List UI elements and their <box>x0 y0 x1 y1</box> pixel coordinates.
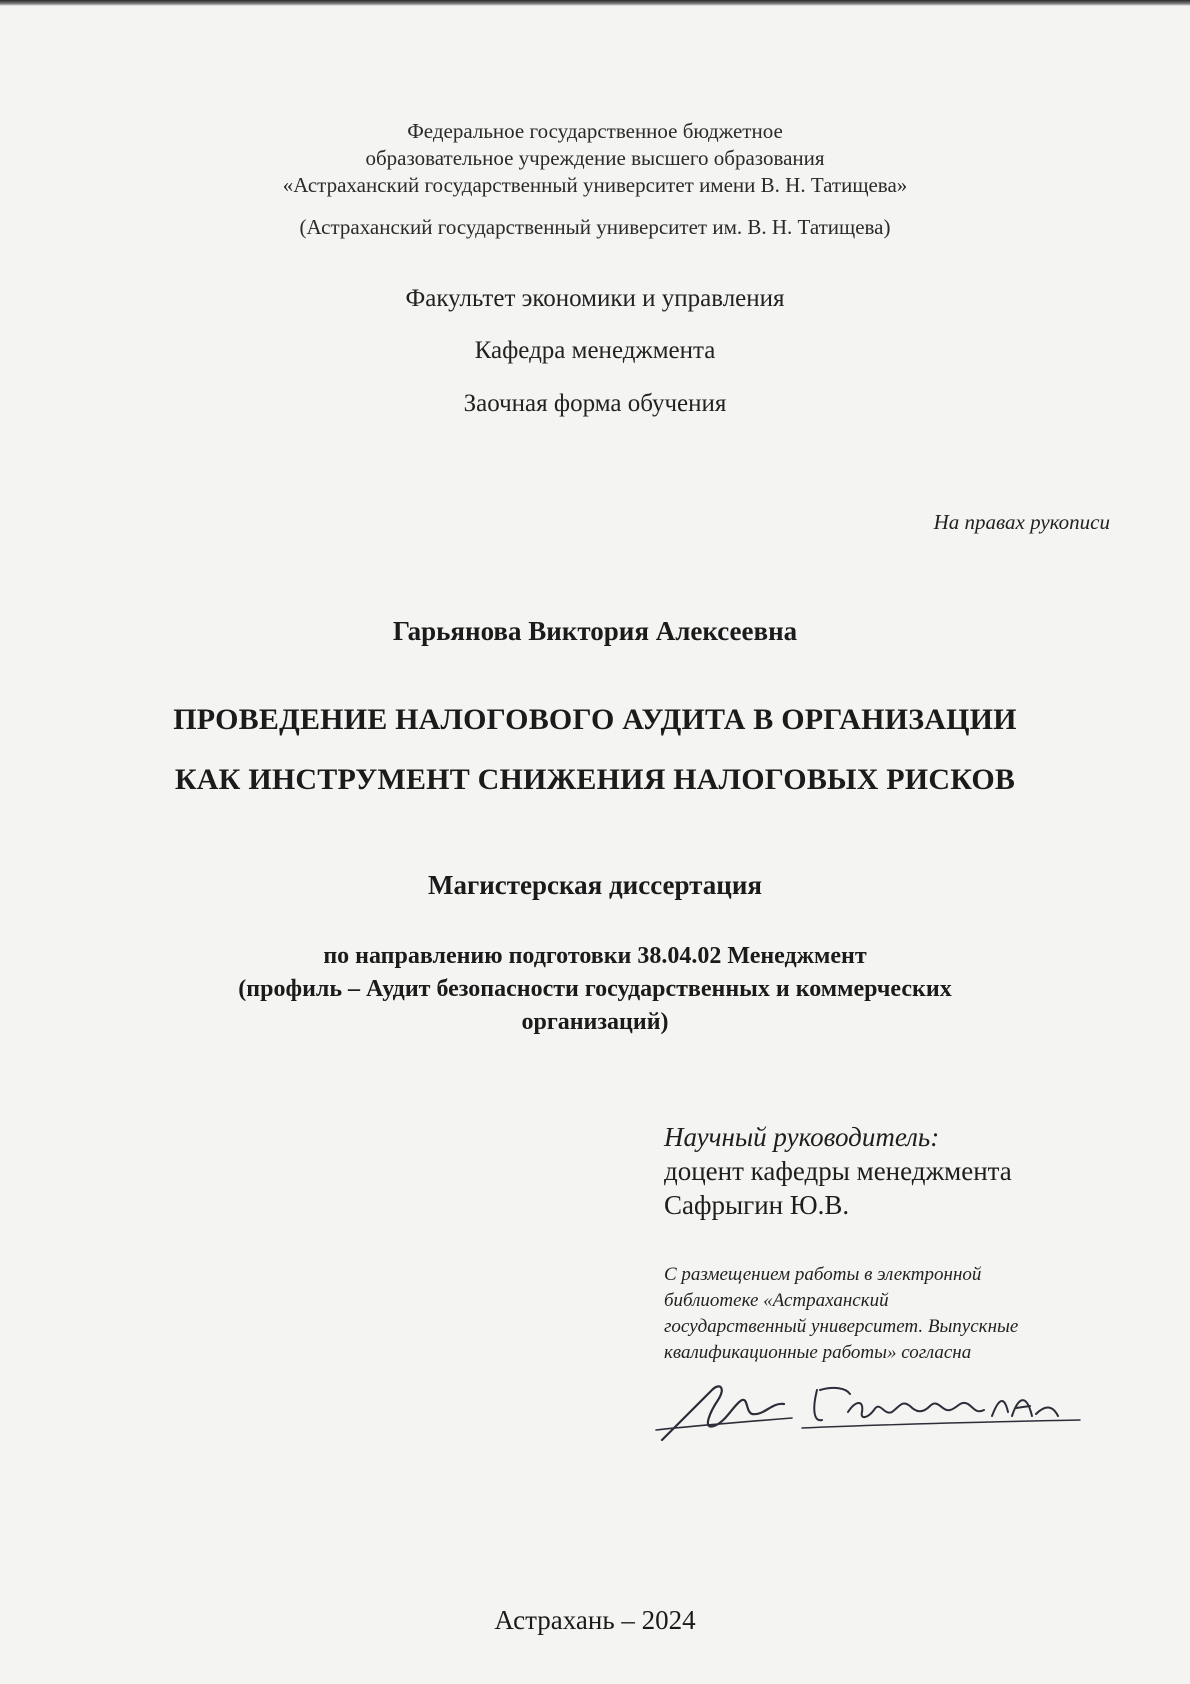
study-direction-line-3: организаций) <box>521 1009 669 1035</box>
institution-line-4: (Астраханский государственный университет им. В. Н. Татищева) <box>299 215 891 239</box>
advisor-label: Научный руководитель: <box>664 1122 940 1152</box>
permission-line-4: квалификационные работы» согласна <box>664 1342 972 1363</box>
study-direction <box>0 940 1190 1039</box>
advisor-block <box>664 1120 1012 1222</box>
study-form: Заочная форма обучения <box>463 390 727 417</box>
study-direction-line-1: по направлению подготовки 38.04.02 Менеджмент <box>323 943 867 969</box>
institution-line-3: «Астраханский государственный университет имени В. Н. Татищева» <box>282 173 908 197</box>
library-permission-note <box>664 1262 1124 1366</box>
manuscript-note: На правах рукописи <box>933 510 1110 534</box>
advisor-position: доцент кафедры менеджмента <box>664 1156 1012 1186</box>
permission-line-1: С размещением работы в электронной <box>664 1264 982 1285</box>
city-and-year: Астрахань – 2024 <box>494 1605 696 1635</box>
thesis-title <box>0 690 1190 810</box>
author-name: Гарьянова Виктория Алексеевна <box>392 616 798 646</box>
advisor-name: Сафрыгин Ю.В. <box>664 1190 850 1220</box>
thesis-title-line-2: КАК ИНСТРУМЕНТ СНИЖЕНИЯ НАЛОГОВЫХ РИСКОВ <box>174 763 1016 796</box>
study-direction-line-2: (профиль – Аудит безопасности государственных и коммерческих <box>238 976 952 1002</box>
page-top-edge-shadow <box>0 0 1190 6</box>
institution-line-2: образовательное учреждение высшего образования <box>365 146 825 170</box>
handwritten-signature <box>652 1360 1082 1450</box>
permission-line-3: государственный университет. Выпускные <box>664 1316 1019 1337</box>
institution-line-1: Федеральное государственное бюджетное <box>407 119 783 143</box>
degree-type: Магистерская диссертация <box>427 870 762 900</box>
department-name: Кафедра менеджмента <box>474 337 716 364</box>
faculty-name: Факультет экономики и управления <box>405 285 785 312</box>
permission-line-2: библиотеке «Астраханский <box>664 1290 889 1311</box>
thesis-title-line-1: ПРОВЕДЕНИЕ НАЛОГОВОГО АУДИТА В ОРГАНИЗАЦИИ <box>173 703 1017 736</box>
